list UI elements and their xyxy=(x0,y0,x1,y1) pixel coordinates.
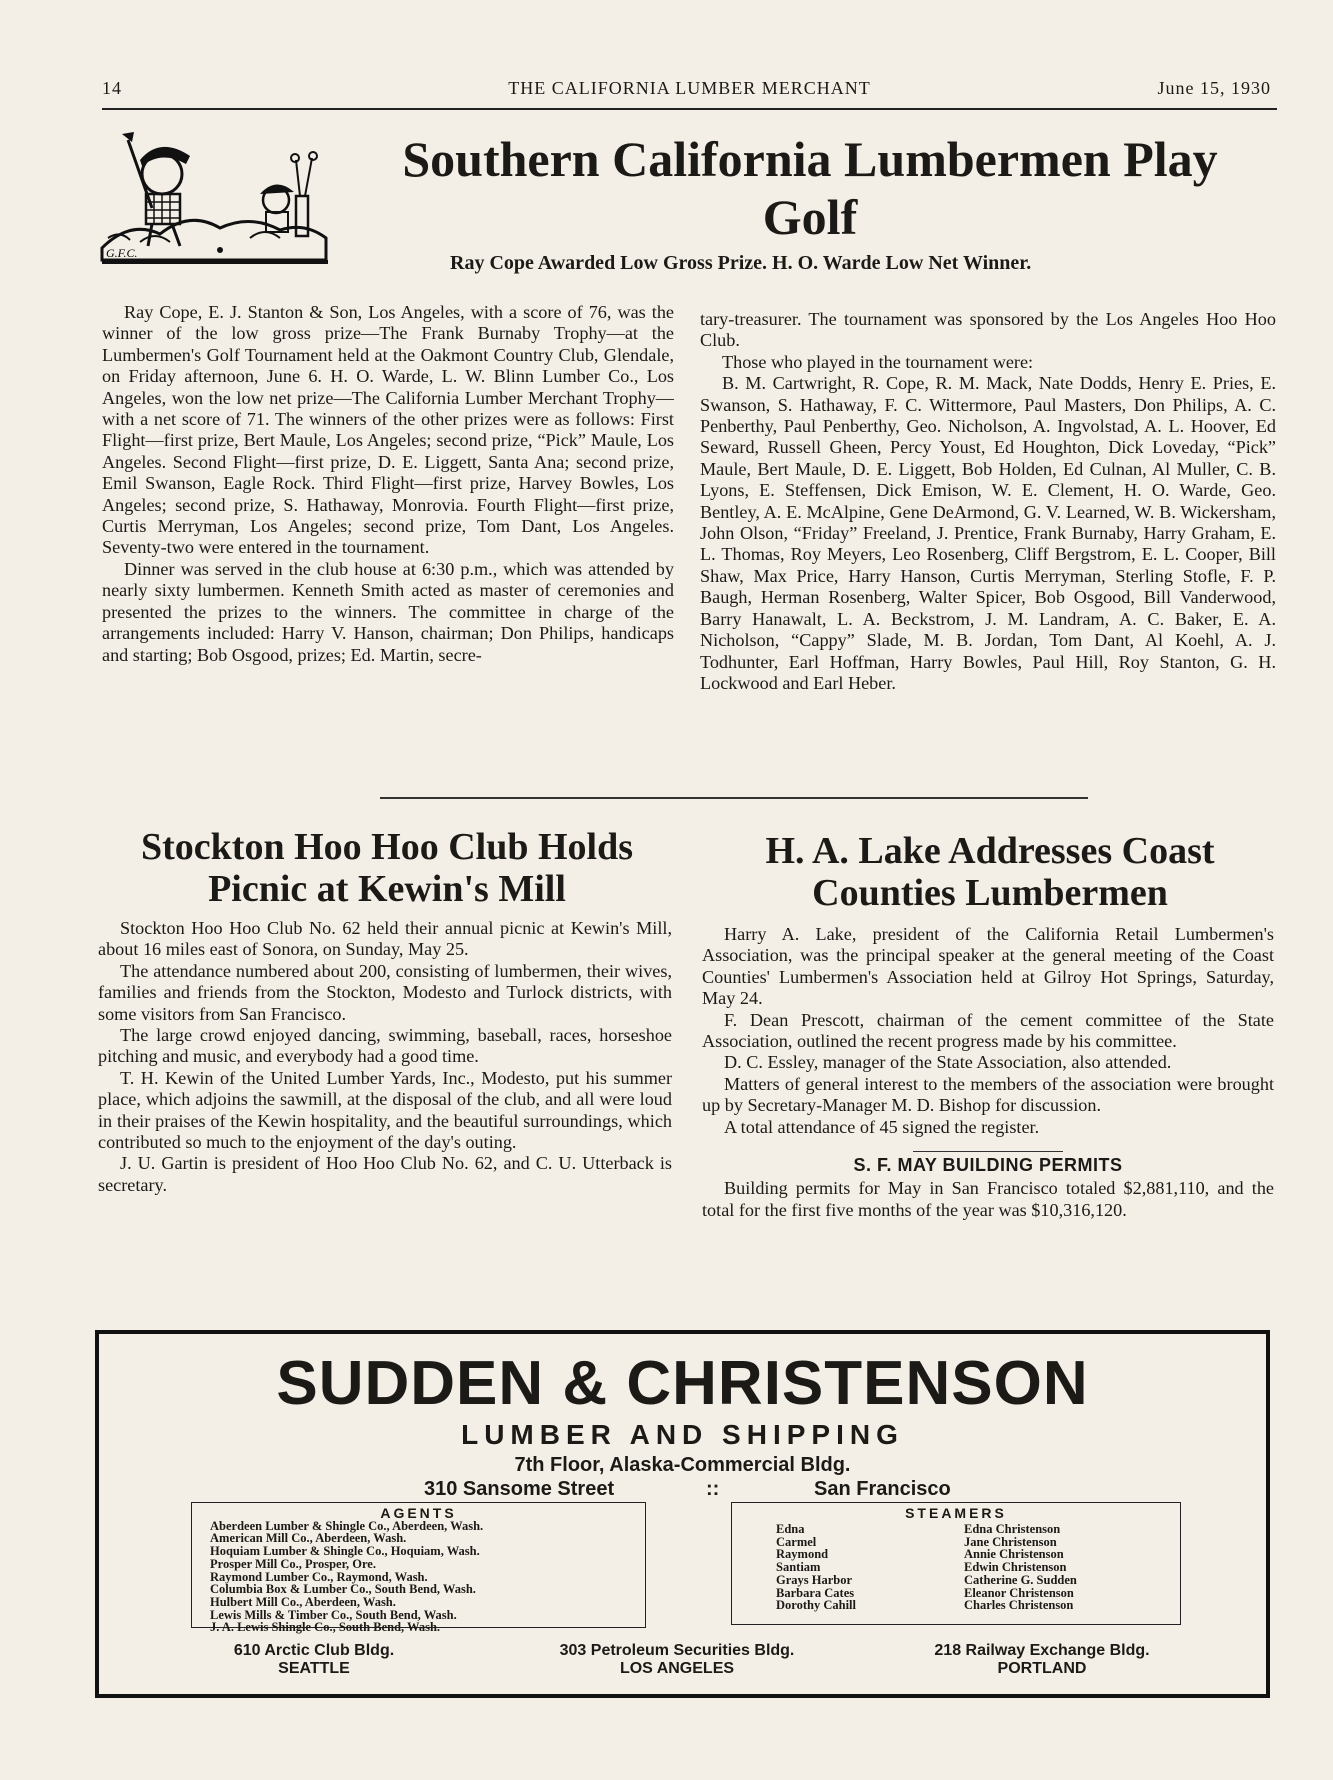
steamers-title: STEAMERS xyxy=(905,1505,1007,1521)
stockton-paragraph: T. H. Kewin of the United Lumber Yards, Inc., Modesto, put his summer place, which adjoins the sawmill, at the disposal of the club, and all were loud in their praises of the Kewin hospitality, and the beautiful surroundings, which contributed so much to the enjoyment of the day's outing. xyxy=(98,1067,672,1153)
golf-paragraph: Those who played in the tournament were: xyxy=(722,351,1034,372)
steamer-item: Edna Christenson xyxy=(964,1522,1061,1536)
page-number: 14 xyxy=(102,78,122,98)
ad-separator: :: xyxy=(706,1478,720,1500)
agent-item: Hoquiam Lumber & Shingle Co., Hoquiam, Wash. xyxy=(210,1544,480,1559)
golf-article-title: Southern California Lumbermen Play Golf xyxy=(402,131,1218,245)
golf-article-column-1 xyxy=(102,302,674,666)
agent-item: American Mill Co., Aberdeen, Wash. xyxy=(210,1531,407,1546)
players-list: B. M. Cartwright, R. Cope, R. M. Mack, Nate Dodds, Henry E. Pries, E. Swanson, S. Hathaway, F. C. Wittermore, Paul Masters, Don Philips, A. C. Penberthy, Paul Penberthy, Geo. Nicholson, A. Ingvolstad, A. L. Hoover, Ed Seward, Russell Gheen, Percy Youst, Ed Houghton, Dick Loveday, “Pick” Maule, Bert Maule, D. E. Liggett, Bob Holden, Ed Culnan, Al Muller, C. B. Lyons, E. Steffensen, Dick Emison, W. E. Clement, H. O. Warde, Geo. Bentley, A. E. McAlpine, Gene DeArmond, G. V. Learned, W. B. Wickersham, John Olson, “Friday” Freeland, J. Prentice, Frank Burnaby, Harry Graham, E. L. Thomas, Roy Meyers, Leo Rosenberg, Cliff Bergstrom, E. L. Cooper, Bill Shaw, Max Price, Harry Hanson, Curtis Merryman, Sterling Stofle, F. P. Baugh, Herman Rosenberg, Walter Spicer, Bob Osgood, Bill Vanderwood, Barry Hanawalt, L. A. Beckstrom, J. M. Landram, A. C. Baker, E. A. Nicholson, “Cappy” Slade, M. B. Jordan, Tom Dant, Al Koehl, A. J. Todhunter, Earl Hoffman, Harry Bowles, Paul Hill, Roy Stanton, G. H. Lockwood and Earl Heber. xyxy=(700,373,1276,693)
steamer-item: Santiam xyxy=(776,1560,821,1575)
steamers-list-right xyxy=(964,1523,1077,1612)
steamers-list-left xyxy=(776,1523,856,1612)
steamer-item: Catherine G. Sudden xyxy=(964,1572,1077,1587)
steamer-item: Edwin Christenson xyxy=(964,1560,1067,1575)
ad-city: San Francisco xyxy=(814,1478,951,1500)
golf-article-column-2 xyxy=(700,309,1276,694)
permits-body: Building permits for May in San Francisco totaled $2,881,110, and the total for the first five months of the year was $10,316,120. xyxy=(702,1178,1274,1220)
logo-monogram: G.F.C. xyxy=(106,246,138,260)
office-los-angeles xyxy=(527,1642,827,1678)
stockton-paragraph: Stockton Hoo Hoo Club No. 62 held their annual picnic at Kewin's Mill, about 16 miles east of Sonora, on Sunday, May 25. xyxy=(98,918,672,960)
sudden-christenson-advertisement xyxy=(95,1330,1270,1698)
golf-cartoon-illustration xyxy=(100,130,330,270)
steamer-item: Grays Harbor xyxy=(776,1572,853,1587)
ad-company-name: SUDDEN & CHRISTENSON xyxy=(276,1349,1089,1418)
permits-heading xyxy=(702,1151,1274,1176)
lake-paragraph: Matters of general interest to the members of the association were brought up by Secretary-Manager M. D. Bishop for discussion. xyxy=(702,1073,1274,1116)
agent-item: Lewis Mills & Timber Co., South Bend, Wash. xyxy=(210,1607,457,1622)
stockton-paragraph: The attendance numbered about 200, consisting of lumbermen, their wives, families and friends from the Stockton, Modesto and Turlock districts, with some visitors from San Francisco. xyxy=(98,960,672,1024)
lake-paragraph: D. C. Essley, manager of the State Association, also attended. xyxy=(724,1052,1172,1073)
golf-paragraph: Dinner was served in the club house at 6:30 p.m., which was attended by nearly sixty lumbermen. Kenneth Smith acted as master of ceremonies and presented the prizes to the winners. The committee in charge of the arrangements included: Harry V. Hanson, chairman; Don Philips, handicaps and starting; Bob Osgood, prizes; Ed. Martin, secre- xyxy=(102,558,674,665)
lake-paragraph: A total attendance of 45 signed the register. xyxy=(724,1116,1040,1137)
office-city: LOS ANGELES xyxy=(619,1660,735,1677)
agents-title: AGENTS xyxy=(380,1505,457,1521)
ad-tagline: LUMBER AND SHIPPING xyxy=(461,1419,904,1450)
agent-item: Raymond Lumber Co., Raymond, Wash. xyxy=(210,1569,428,1584)
steamer-item: Dorothy Cahill xyxy=(776,1598,856,1613)
office-portland xyxy=(907,1642,1177,1678)
golf-paragraph: Ray Cope, E. J. Stanton & Son, Los Angeles, with a score of 76, was the winner of the low gross prize—The Frank Burnaby Trophy—at the Lumbermen's Golf Tournament held at the Oakmont Country Club, Glendale, on Friday afternoon, June 6. H. O. Warde, L. W. Blinn Lumber Co., Los Angeles, won the low net prize—The California Lumber Merchant Trophy—with a net score of 71. The winners of the other prizes were as follows: First Flight—first prize, Bert Maule, Los Angeles; second prize, “Pick” Maule, Los Angeles. Second Flight—first prize, D. E. Liggett, Santa Ana; second prize, Emil Swanson, Eagle Rock. Third Flight—first prize, Harvey Bowles, Los Angeles; second prize, S. Hathaway, Monrovia. Fourth Flight—first prize, Curtis Merryman, Los Angeles; second prize, Tom Dant, Los Angeles. Seventy-two were entered in the tournament. xyxy=(102,302,674,558)
steamer-item: Annie Christenson xyxy=(964,1547,1064,1562)
issue-date: June 15, 1930 xyxy=(1157,78,1271,98)
steamer-item: Jane Christenson xyxy=(964,1534,1057,1549)
agent-item: Prosper Mill Co., Prosper, Ore. xyxy=(210,1556,376,1571)
lake-paragraph: F. Dean Prescott, chairman of the cement committee of the State Association, outlined the recent progress made by his committee. xyxy=(702,1009,1274,1052)
steamer-item: Carmel xyxy=(776,1534,817,1549)
agent-item: Columbia Box & Lumber Co., South Bend, Wash. xyxy=(210,1582,476,1597)
office-building: 303 Petroleum Securities Bldg. xyxy=(559,1642,795,1659)
agent-item: Aberdeen Lumber & Shingle Co., Aberdeen, Wash. xyxy=(210,1518,484,1533)
permits-title: S. F. MAY BUILDING PERMITS xyxy=(853,1155,1123,1176)
steamer-item: Charles Christenson xyxy=(964,1598,1074,1613)
stockton-paragraph: J. U. Gartin is president of Hoo Hoo Club No. 62, and C. U. Utterback is secretary. xyxy=(98,1153,672,1195)
lake-paragraph: Harry A. Lake, president of the California Retail Lumbermen's Association, was the principal speaker at the general meeting of the Coast Counties' Lumbermen's Association held at Gilroy Hot Springs, Saturday, May 24. xyxy=(702,924,1274,1009)
stockton-paragraph: The large crowd enjoyed dancing, swimming, baseball, races, horseshoe pitching and music, and everybody had a good time. xyxy=(98,1025,672,1067)
stockton-article-title: Stockton Hoo Hoo Club Holds Picnic at Kewin's Mill xyxy=(141,826,633,910)
agent-item: J. A. Lewis Shingle Co., South Bend, Wash. xyxy=(210,1620,441,1635)
agents-box xyxy=(191,1502,646,1635)
lake-article-title: H. A. Lake Addresses Coast Counties Lumbermen xyxy=(765,830,1215,914)
stockton-article-body xyxy=(98,918,672,1196)
office-seattle xyxy=(219,1642,409,1678)
golf-article-subtitle: Ray Cope Awarded Low Gross Prize. H. O. Warde Low Net Winner. xyxy=(450,252,1032,274)
ad-street: 310 Sansome Street xyxy=(424,1478,615,1500)
section-divider xyxy=(380,797,1088,799)
office-city: SEATTLE xyxy=(278,1660,350,1677)
office-building: 610 Arctic Club Bldg. xyxy=(233,1642,395,1659)
lake-article-body xyxy=(702,924,1274,1221)
publication-title: THE CALIFORNIA LUMBER MERCHANT xyxy=(508,78,871,98)
office-city: PORTLAND xyxy=(997,1660,1087,1677)
steamer-item: Barbara Cates xyxy=(776,1585,855,1600)
steamer-item: Raymond xyxy=(776,1547,829,1562)
steamer-item: Eleanor Christenson xyxy=(964,1585,1074,1600)
agent-item: Hulbert Mill Co., Aberdeen, Wash. xyxy=(210,1594,396,1609)
ad-floor-address: 7th Floor, Alaska-Commercial Bldg. xyxy=(514,1454,851,1476)
office-building: 218 Railway Exchange Bldg. xyxy=(934,1642,1150,1659)
golf-paragraph-continued: tary-treasurer. The tournament was sponsored by the Los Angeles Hoo Hoo Club. xyxy=(700,309,1276,351)
steamer-item: Edna xyxy=(776,1522,805,1536)
masthead xyxy=(102,68,1277,110)
steamers-box xyxy=(731,1502,1181,1625)
